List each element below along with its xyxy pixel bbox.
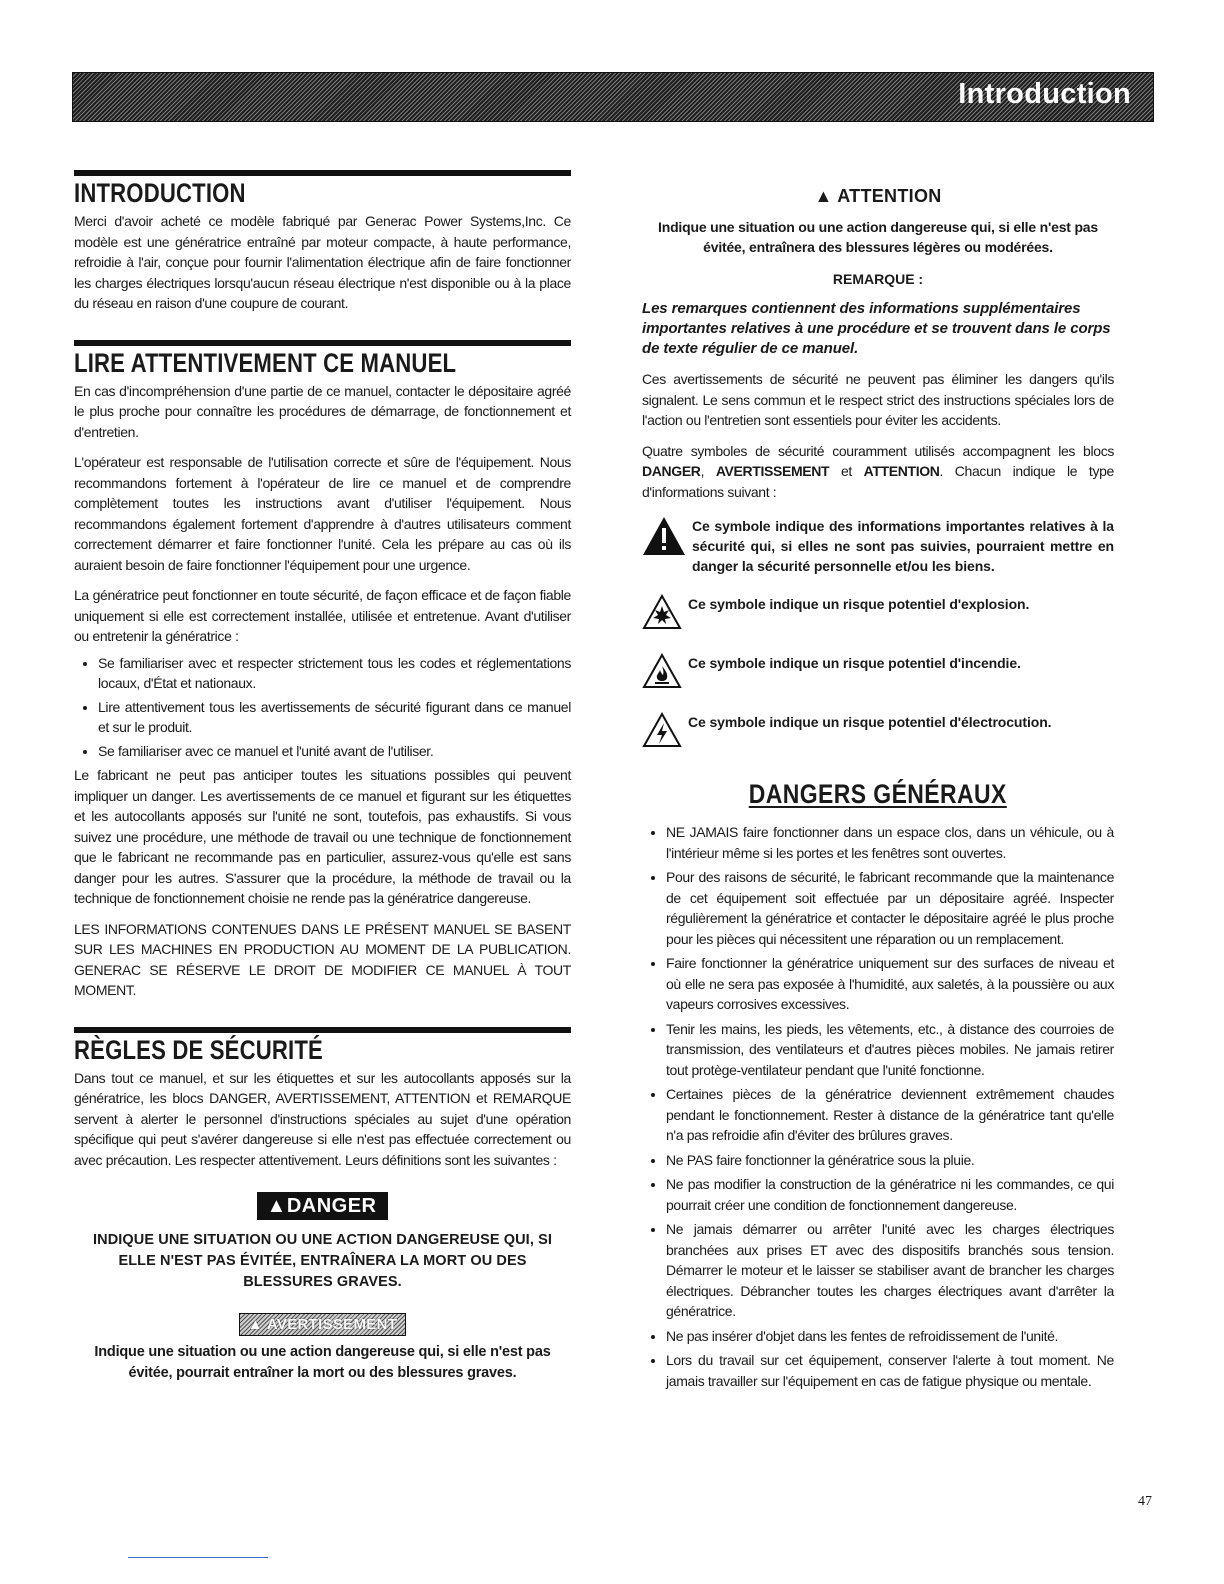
remarque-definition: Les remarques contiennent des informations supplémentaires importantes relatives à une procédure et se trouvent dans le corps de texte régulier de ce manuel.: [642, 300, 1111, 357]
danger-definition: INDIQUE UNE SITUATION OU UNE ACTION DANGEREUSE QUI, SI ELLE N'EST PAS ÉVITÉE, ENTRAÎNERA LA MORT OU DES BLESSURES GRAVES.: [93, 1232, 552, 1290]
regles-section: [74, 1027, 571, 1385]
warning-badge: [239, 1313, 406, 1336]
list-item: • Ne pas insérer d'objet dans les fentes de refroidissement de l'unité.: [666, 1326, 1114, 1347]
right-column: [642, 170, 1114, 1395]
warning-label: AVERTISSEMENT: [266, 1316, 398, 1333]
symbol-text-general: Ce symbole indique des informations importantes relatives à la sécurité qui, si elles ne sont pas suivies, pourraient mettre en danger la sécurité personnelle et/ou les biens.: [692, 518, 1114, 574]
list-item: • Tenir les mains, les pieds, les vêtements, etc., à distance des courroies de transmission, des ventilateurs et d'autres pièces mobiles. Ne jamais retirer tout protège-ventilateur pendant que l'unité fonctionne.: [666, 1019, 1114, 1081]
attention-definition: Indique une situation ou une action dangereuse qui, si elle n'est pas évitée, entraînera des blessures légères ou modérées.: [658, 219, 1098, 255]
danger-triangle-icon: ▲: [266, 1195, 287, 1217]
dangers-list: [642, 822, 1114, 1391]
lire-paragraph-4: Le fabricant ne peut pas anticiper toutes les situations possibles qui peuvent impliquer un danger. Les avertissements de ce manuel et figurant sur les étiquettes et les autocollants apposés sur l'unité ne sont, toutefois, pas exhaustifs. Si vous suivez une procédure, une méthode de travail ou une technique de fonctionnement que le fabricant ne recommande pas en particulier, assurez-vous qu'elle est sans danger pour les autres. S'assurer que la procédure, la méthode de travail ou la technique de fonctionnement choisie ne rende pas la génératrice dangereuse.: [74, 767, 571, 906]
electrocution-icon: [642, 712, 682, 753]
lire-paragraph-1: En cas d'incompréhension d'une partie de ce manuel, contacter le dépositaire agréé le plus proche pour connaître les procédures de démarrage, de fonctionnement et d'entretien.: [74, 382, 571, 440]
lire-paragraph-5: LES INFORMATIONS CONTENUES DANS LE PRÉSENT MANUEL SE BASENT SUR LES MACHINES EN PRODUCTION AU MOMENT DE LA PUBLICATION. GENERAC SE RÉSERVE LE DROIT DE MODIFIER CE MANUEL À TOUT MOMENT.: [74, 920, 571, 998]
footer-divider: [128, 1557, 268, 1558]
lire-section: [74, 340, 571, 1001]
introduction-title: INTRODUCTION: [74, 178, 246, 208]
list-item: • Se familiariser avec ce manuel et l'unité avant de l'utiliser.: [98, 741, 571, 762]
warning-triangle-icon: ▲: [247, 1316, 267, 1333]
symbol-row-electrocution: [642, 712, 1114, 753]
list-item: • Se familiariser avec et respecter strictement tous les codes et réglementations locaux, d'État et nationaux.: [98, 653, 571, 694]
warning-definition: Indique une situation ou une action dangereuse qui, si elle n'est pas évitée, pourrait entraîner la mort ou des blessures graves.: [94, 1344, 551, 1381]
remarque-label: REMARQUE :: [832, 271, 924, 287]
dangers-generaux-title: DANGERS GÉNÉRAUX: [748, 779, 1007, 809]
list-item: • NE JAMAIS faire fonctionner dans un espace clos, dans un véhicule, ou à l'intérieur même si les portes et les fenêtres sont ouvertes.: [666, 822, 1114, 863]
regles-body: Dans tout ce manuel, et sur les étiquettes et sur les autocollants apposés sur la génératrice, les blocs DANGER, AVERTISSEMENT, ATTENTION et REMARQUE servent à alerter le personnel d'instructions spéciales au sujet d'une opération spécifique qui peut s'avérer dangereuse si elle n'est pas effectuée correctement ou avec précaution. Les respecter attentivement. Leurs définitions sont les suivantes :: [74, 1069, 571, 1168]
list-item: • Lire attentivement tous les avertissements de sécurité figurant dans ce manuel et sur le produit.: [98, 697, 571, 738]
symbol-text-explosion: Ce symbole indique un risque potentiel d'explosion.: [688, 596, 1030, 612]
lire-paragraph-3: La génératrice peut fonctionner en toute sécurité, de façon efficace et de façon fiable uniquement si elle est correctement installée, utilisée et entretenue. Avant d'utiliser ou entretenir la génératrice :: [74, 587, 571, 644]
safety-paragraph-1: Ces avertissements de sécurité ne peuvent pas éliminer les dangers qu'ils signalent. Le sens commun et le respect strict des instructions spéciales lors de l'action ou l'entretien sont essentiels pour éviter les accidents.: [642, 371, 1114, 428]
regles-title: RÈGLES DE SÉCURITÉ: [74, 1034, 323, 1065]
warning-triangle-icon: [642, 516, 686, 561]
list-item: • Ne pas modifier la construction de la génératrice ni les commandes, ce qui pourrait créer une condition de fonctionnement dangereuse.: [666, 1174, 1114, 1215]
symbol-row-general: [642, 516, 1114, 576]
introduction-section: [74, 170, 571, 314]
banner-title: Introduction: [958, 78, 1131, 110]
attention-label: ATTENTION: [837, 186, 942, 206]
symbol-text-electrocution: Ce symbole indique un risque potentiel d'électrocution.: [688, 714, 1052, 730]
list-item: • Ne jamais démarrer ou arrêter l'unité avec les charges électriques branchées aux prises ET avec des dispositifs branchés sous tension. Démarrer le moteur et le laisser se stabiliser avant de brancher les charges électriques. Débrancher toutes les charges électriques avant d'arrêter la génératrice.: [666, 1219, 1114, 1322]
list-item: • Pour des raisons de sécurité, le fabricant recommande que la maintenance de cet équipement soit effectuée par un dépositaire agréé. Inspecter régulièrement la génératrice et contacter le dépositaire agréé le plus proche pour les pièces qui nécessitent une réparation ou un remplacement.: [666, 867, 1114, 949]
explosion-icon: [642, 594, 682, 635]
lire-bullet-list: [74, 653, 571, 762]
lire-paragraph-2: L'opérateur est responsable de l'utilisation correcte et sûre de l'équipement. Nous recommandons fortement à l'opérateur de lire ce manuel et de comprendre complètement toutes les instructions avant d'utiliser l'équipement. Nous recommandons également fortement d'apprendre à d'autres utilisateurs comment correctement démarrer et faire fonctionner l'unité. Cela les prépare au cas où ils auraient besoin de faire fonctionner l'équipement pour une urgence.: [74, 454, 571, 573]
attention-heading: [642, 186, 1114, 207]
page-number: 47: [1138, 1494, 1152, 1509]
attention-triangle-icon: ▲: [814, 186, 833, 206]
symbol-text-fire: Ce symbole indique un risque potentiel d'incendie.: [688, 655, 1021, 671]
left-column: [74, 170, 571, 1384]
list-item: • Lors du travail sur cet équipement, conserver l'alerte à tout moment. Ne jamais travailler sur l'équipement en cas de fatigue physique ou mentale.: [666, 1350, 1114, 1391]
safety-paragraph-2: Quatre symboles de sécurité couramment utilisés accompagnent les blocs DANGER, AVERTISSEMENT et ATTENTION. Chacun indique le type d'informations suivant :: [642, 442, 1114, 500]
lire-title: LIRE ATTENTIVEMENT CE MANUEL: [74, 347, 457, 378]
symbol-row-explosion: [642, 594, 1114, 635]
danger-badge: [257, 1192, 389, 1220]
fire-icon: [642, 653, 682, 694]
list-item: • Faire fonctionner la génératrice uniquement sur des surfaces de niveau et où elle ne sera pas exposée à l'humidité, aux saletés, à la poussière ou aux vapeurs corrosives excessives.: [666, 953, 1114, 1015]
danger-label: DANGER: [286, 1195, 377, 1217]
list-item: • Ne PAS faire fonctionner la génératrice sous la pluie.: [666, 1150, 1114, 1171]
list-item: • Certaines pièces de la génératrice deviennent extrêmement chaudes pendant le fonctionnement. Rester à distance de la génératrice tant qu'elle n'a pas refroidie afin d'éviter des brûlures graves.: [666, 1084, 1114, 1146]
symbol-row-fire: [642, 653, 1114, 694]
introduction-body: Merci d'avoir acheté ce modèle fabriqué par Generac Power Systems,Inc. Ce modèle est une génératrice entraîné par moteur compacte, à haute performance, refroidie à l'air, conçue pour fournir l'alimentation électrique afin de faire fonctionner les charges électriques lorsqu'aucun réseau électrique n'est disponible ou à la place du réseau en raison d'une coupure de courant.: [74, 213, 571, 311]
section-banner: [72, 72, 1154, 122]
